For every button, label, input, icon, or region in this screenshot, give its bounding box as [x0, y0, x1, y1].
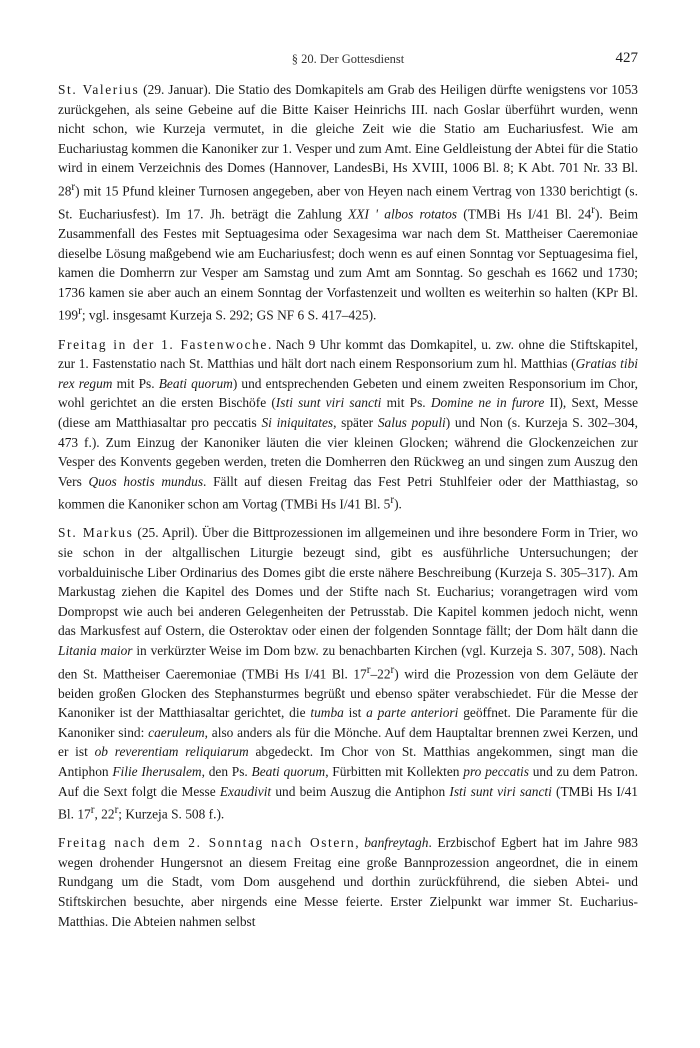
text-run: in verkürzter Weise im Dom bzw. zu benachbarten Kirchen (vgl. Kurzeja S. 307, 508). Nach den St. Mattheiser Caeremoniae (TMBi Hs I/41 Bl. 17: [58, 642, 638, 681]
entry-heading: St. Markus: [58, 525, 134, 541]
paragraph-freitag-nach-ostern: [58, 833, 638, 931]
paragraph-st-valerius: [58, 80, 638, 326]
latin-term: Beati quorum: [158, 375, 233, 391]
latin-term: Isti sunt viri sancti: [449, 783, 552, 799]
text-run: mit Ps.: [112, 375, 159, 391]
latin-term: pro peccatis: [463, 763, 529, 779]
text-run: , 22: [94, 806, 115, 822]
text-run: . Nach 9 Uhr kommt das Domkapitel, u. zw. ohne die Stiftskapitel, zur 1. Fastenstatio nach St. Matthias und hält dort nach einem Responsorium zum hl. Matthias (: [58, 336, 638, 372]
text-run: und beim Auszug die Antiphon: [271, 783, 450, 799]
text-run: ).: [394, 496, 402, 512]
text-run: , später: [333, 414, 378, 430]
text-run: ; vgl. insgesamt Kurzeja S. 292; GS NF 6 S. 417–425).: [81, 307, 377, 323]
entry-heading: Freitag nach dem 2. Sonntag nach Ostern: [58, 835, 356, 851]
latin-term: Beati quorum: [251, 763, 326, 779]
latin-term: Filie Iherusalem: [112, 763, 202, 779]
latin-term: a parte anteriori: [366, 705, 459, 721]
page-number: 427: [615, 50, 638, 66]
folio-superscript: r: [366, 663, 371, 676]
folio-superscript: r: [90, 804, 95, 817]
text-run: (TMBi Hs I/41 Bl. 17: [58, 783, 638, 822]
text-run: ,: [355, 835, 365, 851]
latin-term: Domine ne in furore: [430, 395, 545, 411]
folio-superscript: r: [114, 804, 119, 817]
text-run: , also anders als für die Mönche. Auf dem Hauptaltar brennen zwei Kerzen, und er ist: [58, 724, 638, 760]
latin-term: XXI ' albos rotatos: [348, 206, 457, 222]
running-head: § 20. Der Gottesdienst: [291, 52, 405, 66]
page-body: [58, 80, 638, 940]
latin-term: Quos hostis mundus: [88, 473, 204, 489]
paragraph-freitag-fastenwoche: [58, 335, 638, 515]
text-run: ; Kurzeja S. 508 f.).: [118, 806, 225, 822]
text-run: ) wird die Prozession von dem Geläute der beiden großen Glocken des Stephansturmes begrüßt und ebenso später verabschiedet. Für die Messe der Kanoniker ist der Matthiasaltar gerichtet, die: [58, 665, 638, 721]
page-header: [58, 50, 638, 70]
text-run: geöffnet. Die Paramente für die Kanoniker sind:: [58, 705, 638, 740]
latin-term: ob reverentiam reliquiarum: [94, 744, 249, 760]
entry-heading: Freitag in der 1. Fastenwoche: [58, 336, 268, 352]
latin-term: caeruleum: [148, 724, 205, 740]
text-run: abgedeckt. Im Chor von St. Matthias angekommen, singt man die Antiphon: [58, 744, 638, 779]
text-run: mit Ps.: [381, 395, 431, 411]
text-run: , den Ps.: [201, 763, 252, 779]
text-run: (25. April). Über die Bittprozessionen im allgemeinen und ihre besondere Form in Trier, wo sie schon in der altgallischen Liturgie bezeugt sind, gibt es ausführliche Untersuchungen; der vorbalduinische Liber Ordinarius des Domes gibt die erste nähere Beschreibung (Kurzeja S. 305–317). Am Markustag ziehen die Kapitel des Domes und der Stifte nach St. Eucharius; vorangetragen wird vom Dompropst wie auch bei anderen Gelegenheiten der Petrusstab. Die Kapitel kommen jedoch nicht, wenn das Markusfest auf Ostern, die Osteroktav oder einen der folgenden Sonntage fällt; der Dom hält dann die: [58, 525, 638, 639]
text-run: ) und Non (s. Kurzeja S. 302–304, 473 f.). Zum Einzug der Kanoniker läuten die vier kleinen Glocken; während die Glockenzeichen zur Vesper des Konvents gegeben werden, treten die Domherren den Rückweg an und singen zum Auszug den Vers: [58, 414, 638, 489]
folio-superscript: r: [71, 180, 76, 193]
latin-term: Litania maior: [58, 642, 133, 658]
latin-term: Exaudivit: [219, 783, 272, 799]
entry-heading: St. Valerius: [58, 82, 140, 97]
text-run: . Erzbischof Egbert hat im Jahre 983 wegen drohender Hungersnot an diesem Freitag eine große Bannprozession angeordnet, die in einem Rundgang um die Stadt, vom Dom ausgehend und dorthin zurückführend, die sieben Abtei- und Stiftskirchen besuchte, aber nirgends eine Messe feierte. Erster Zielpunkt war immer St. Eucharius-Matthias. Die Abteien nahmen selbst: [58, 835, 638, 929]
latin-term: Salus populi: [377, 414, 446, 430]
folio-superscript: r: [78, 305, 82, 318]
text-run: ist: [343, 705, 367, 721]
text-run: (29. Januar). Die Statio des Domkapitels am Grab des Heiligen dürfte wenigstens vor 1053 zurückgehen, als seine Gebeine auf die Bitte Kaiser Heinrichs III. nach Goslar überführt wurden, wenn nicht schon, wie Kurzeja vermutet, in die gleiche Zeit wie die Statio am Euchariusfest. Wie am Euchariustag kommen die Kanoniker zur 1. Vesper und zum Amt. Eine Geldleistung der Abtei für die Statio wird in einem Verzeichnis des Domes (Hannover, LandesBi, Hs XVIII, 1006 Bl. 8; K Abt. 701 Nr. 33 Bl. 28: [58, 82, 638, 199]
text-run: ) mit 15 Pfund kleiner Turnosen angegeben, aber von Heyen nach einem Vertrag von 1330 berichtigt (s. St. Euchariusfest). Im 17. Jh. beträgt die Zahlung: [58, 183, 638, 222]
text-run: , Fürbitten mit Kollekten: [325, 763, 464, 779]
folio-superscript: r: [390, 663, 395, 676]
text-run: II), Sext, Messe (diese am Matthiasaltar pro peccatis: [58, 395, 639, 430]
latin-term: tumba: [310, 705, 344, 721]
text-run: und zu dem Patron. Auf die Sext folgt die Messe: [58, 763, 639, 799]
latin-term: Gratias tibi rex regum: [58, 356, 638, 391]
text-run: . Fällt auf diesen Freitag das Fest Petri Stuhlfeier oder der Matthiastag, so kommen die Kanoniker schon am Vortag (TMBi Hs I/41 Bl. 5: [58, 473, 638, 512]
text-run: –22: [370, 665, 391, 681]
latin-term: Si iniquitates: [261, 414, 334, 430]
paragraph-st-markus: [58, 523, 638, 824]
latin-term: banfreytagh: [364, 835, 429, 851]
folio-superscript: r: [591, 204, 595, 217]
text-run: ) und entsprechenden Gebeten und einem zweiten Responsorium im Chor, wohl gerichtet an die ersten Bischöfe (: [58, 375, 639, 411]
latin-term: Isti sunt viri sancti: [275, 395, 382, 411]
text-run: (TMBi Hs I/41 Bl. 24: [457, 206, 592, 222]
folio-superscript: r: [390, 494, 395, 507]
text-run: ). Beim Zusammenfall des Festes mit Septuagesima oder Sexagesima war nach dem St. Mattheiser Caeremoniae dieselbe Lösung maßgebend wie am Euchariusfest; doch wenn es auf einen Sonntag vor Septuagesima fiel, kamen die Domherrn zur Vesper am Samstag und zum Amt am Sonntag. So geschah es 1662 und 1730; 1736 kamen sie aber auch an einem Sonntag der Vorfastenzeit und wollten es weiterhin so halten (KPr Bl. 199: [58, 206, 639, 323]
